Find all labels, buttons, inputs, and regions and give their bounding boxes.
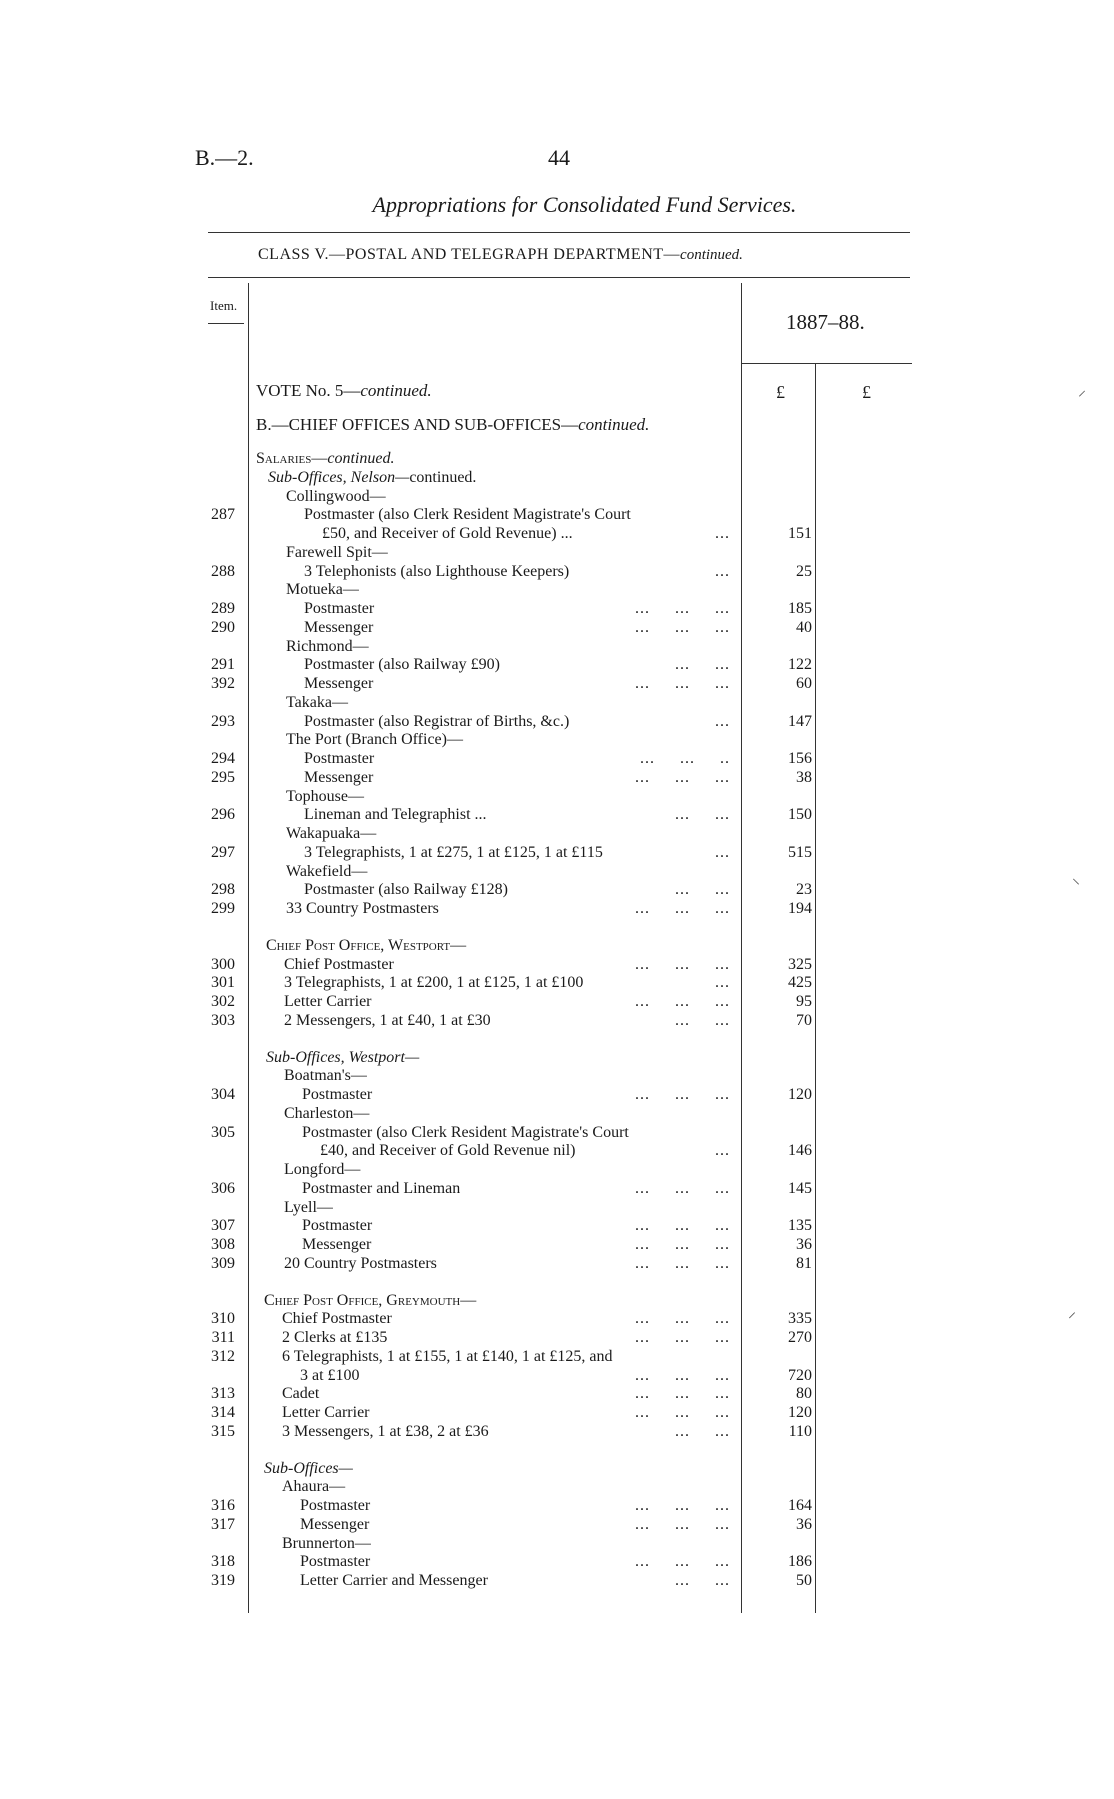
amount-value: 145 — [788, 1179, 812, 1197]
table-row — [0, 863, 1114, 881]
subsection-heading-text: Chief Post Office, Greymouth— — [264, 1291, 477, 1309]
item-number: 293 — [211, 712, 235, 730]
entry-description — [304, 769, 373, 787]
leader-dots: ... ... ... — [635, 1217, 730, 1235]
office-name-text: Charleston— — [284, 1104, 370, 1122]
leader-dots: ... ... .. — [640, 750, 730, 767]
entry-description — [302, 1217, 372, 1235]
entry-description — [304, 506, 631, 524]
item-number: 315 — [211, 1422, 235, 1440]
leader-dots: ... ... ... — [635, 675, 730, 692]
entry-description — [302, 1086, 372, 1104]
leader-dots: ... ... — [675, 656, 730, 674]
office-name-text: Takaka— — [286, 693, 348, 711]
entry-description — [284, 1255, 437, 1273]
entry-description-text: 6 Telegraphists, 1 at £155, 1 at £140, 1 at £125, and — [282, 1347, 613, 1365]
subsection-heading — [256, 450, 394, 468]
amount-value: 50 — [796, 1572, 812, 1589]
page-number: 44 — [548, 145, 570, 170]
table-row-item-301 — [0, 974, 1114, 992]
item-number: 294 — [211, 750, 235, 767]
table-row-item-304 — [0, 1086, 1114, 1104]
item-number: 289 — [211, 600, 235, 617]
leader-dots: ... ... ... — [635, 1179, 730, 1197]
entry-description — [282, 1385, 319, 1403]
table-row-item-317 — [0, 1516, 1114, 1534]
table-row — [0, 488, 1114, 506]
table-row-item-288 — [0, 563, 1114, 581]
amount-value: 120 — [788, 1086, 812, 1103]
table-row-item-315 — [0, 1423, 1114, 1441]
office-name-text: Brunnerton— — [282, 1534, 371, 1552]
table-row — [0, 638, 1114, 656]
entry-description — [302, 1180, 460, 1198]
item-number: 307 — [211, 1217, 235, 1235]
office-name-text: Tophouse— — [286, 787, 364, 805]
table-row — [0, 1367, 1114, 1385]
office-name-text: Longford— — [284, 1161, 361, 1178]
amount-value: 122 — [788, 656, 812, 674]
amount-value: 156 — [788, 750, 812, 767]
table-row-item-307 — [0, 1217, 1114, 1235]
section-heading-suffix: continued. — [360, 381, 432, 400]
leader-dots: ... ... ... — [635, 1236, 730, 1253]
table-row — [0, 450, 1114, 468]
amount-value: 60 — [796, 675, 812, 692]
office-name — [286, 694, 348, 712]
table-row — [0, 382, 1114, 400]
class-heading-text: CLASS V.—POSTAL AND TELEGRAPH DEPARTMENT— — [258, 246, 681, 263]
sub-offices-heading-text: Sub-Offices, Westport— — [266, 1048, 420, 1066]
table-row-item-300 — [0, 956, 1114, 974]
subsection-heading — [264, 1292, 476, 1310]
entry-description-text: Postmaster — [300, 1497, 371, 1514]
leader-dots: ... ... ... — [635, 1404, 730, 1421]
table-row-item-309 — [0, 1255, 1114, 1273]
office-name-text: Ahaura— — [282, 1478, 346, 1496]
margin-mark: ⸍ — [1078, 389, 1087, 406]
entry-description-text: Postmaster (also Registrar of Births, &c.) — [304, 712, 570, 730]
amount-value: 23 — [796, 881, 812, 899]
office-name-text: Wakapuaka— — [286, 825, 377, 842]
item-number: 317 — [211, 1515, 235, 1533]
item-number: 303 — [211, 1011, 235, 1029]
leader-dots: ... ... — [675, 1011, 730, 1029]
amount-value: 25 — [796, 562, 812, 580]
table-row-item-298 — [0, 881, 1114, 899]
section-heading — [256, 416, 649, 434]
amount-value: 186 — [788, 1553, 812, 1571]
entry-description-text: Postmaster — [302, 1217, 373, 1235]
table-row — [0, 1199, 1114, 1217]
amount-value: 120 — [788, 1404, 812, 1421]
entry-description-text: 3 Messengers, 1 at £38, 2 at £36 — [282, 1422, 489, 1440]
table-row — [0, 416, 1114, 434]
table-row — [0, 1105, 1114, 1123]
table-row-item-305 — [0, 1124, 1114, 1142]
entry-description — [286, 900, 439, 918]
table-row-item-306 — [0, 1180, 1114, 1198]
entry-description-text: Letter Carrier — [284, 993, 372, 1010]
item-number: 300 — [211, 955, 235, 973]
table-row — [0, 1460, 1114, 1478]
amount-value: 425 — [788, 974, 812, 992]
margin-mark: ⸝ — [1068, 1304, 1077, 1321]
subsection-heading-text: Salaries— — [256, 450, 328, 467]
entry-description-text: Cadet — [282, 1385, 320, 1403]
item-number: 288 — [211, 562, 235, 580]
column-header-item: Item. — [210, 298, 238, 313]
table-row — [0, 1142, 1114, 1160]
item-number: 312 — [211, 1347, 235, 1365]
amount-value: 81 — [796, 1254, 812, 1272]
table-row-item-302 — [0, 993, 1114, 1011]
entry-description — [282, 1329, 387, 1347]
leader-dots: ... ... ... — [635, 900, 730, 917]
amount-value: 36 — [796, 1236, 812, 1253]
table-row-item-392 — [0, 675, 1114, 693]
entry-description-text: Messenger — [302, 1236, 372, 1253]
table-row-item-291 — [0, 656, 1114, 674]
leader-dots: ... ... ... — [635, 1310, 730, 1328]
amount-value: 146 — [788, 1142, 812, 1160]
amount-value: 270 — [788, 1329, 812, 1346]
entry-description — [284, 956, 394, 974]
entry-description-text: Messenger — [300, 1515, 370, 1533]
office-name — [286, 825, 376, 843]
item-number: 310 — [211, 1310, 235, 1328]
amount-value: 110 — [788, 1422, 812, 1440]
leader-dots: ... ... ... — [635, 1086, 730, 1103]
amount-value: 147 — [788, 712, 812, 730]
leader-dots: ... — [715, 974, 730, 992]
amount-value: 720 — [788, 1366, 812, 1384]
entry-description-text: 2 Messengers, 1 at £40, 1 at £30 — [284, 1011, 491, 1029]
item-number: 309 — [211, 1254, 235, 1272]
table-row-item-311 — [0, 1329, 1114, 1347]
table-row-item-318 — [0, 1553, 1114, 1571]
amount-value: 194 — [788, 900, 812, 917]
amount-value: 80 — [796, 1385, 812, 1403]
amount-value: 70 — [796, 1011, 812, 1029]
item-number: 318 — [211, 1553, 235, 1571]
entry-description — [304, 713, 569, 731]
item-number: 308 — [211, 1236, 235, 1253]
amount-value: 36 — [796, 1515, 812, 1533]
leader-dots: ... ... ... — [635, 1553, 730, 1571]
office-name-text: Farewell Spit— — [286, 543, 388, 561]
table-row-item-295 — [0, 769, 1114, 787]
entry-description-text: Postmaster and Lineman — [302, 1179, 461, 1197]
entry-description-text: Postmaster — [302, 1086, 373, 1103]
entry-description — [300, 1367, 360, 1385]
leader-dots: ... ... ... — [635, 1497, 730, 1514]
item-number: 311 — [211, 1329, 235, 1346]
item-number: 316 — [211, 1497, 235, 1514]
entry-description — [302, 1236, 371, 1254]
amount-value: 150 — [788, 806, 812, 824]
amount-value: 38 — [796, 768, 812, 786]
margin-mark: ⸌ — [1072, 877, 1081, 894]
item-number: 295 — [211, 768, 235, 786]
entry-description — [300, 1497, 370, 1515]
office-name-text: Richmond— — [286, 637, 369, 655]
entry-description-text: Postmaster — [304, 600, 375, 617]
item-number: 297 — [211, 843, 235, 861]
leader-dots: ... ... — [675, 806, 730, 824]
entry-description-text: Postmaster (also Railway £90) — [304, 656, 500, 674]
section-heading-suffix: continued. — [578, 415, 650, 434]
pound-sign-col1: £ — [776, 382, 785, 402]
entry-description-text: Letter Carrier and Messenger — [300, 1572, 488, 1589]
entry-description-text: Lineman and Telegraphist ... — [304, 806, 487, 824]
sub-offices-heading — [266, 1049, 419, 1067]
table-row-item-308 — [0, 1236, 1114, 1254]
section-heading-text: B.—CHIEF OFFICES AND SUB-OFFICES— — [256, 415, 579, 434]
leader-dots: ... ... ... — [635, 768, 730, 786]
item-number: 306 — [211, 1179, 235, 1197]
entry-description-text: Messenger — [304, 675, 374, 692]
entry-description — [304, 600, 374, 618]
amount-value: 515 — [788, 843, 812, 861]
item-number: 304 — [211, 1086, 235, 1103]
office-name — [284, 1067, 367, 1085]
entry-description-text: 3 Telegraphists, 1 at £200, 1 at £125, 1 at £100 — [284, 974, 584, 992]
table-row — [0, 825, 1114, 843]
office-name-text: Collingwood— — [286, 487, 386, 505]
document-reference: B.—2. — [195, 145, 254, 170]
amount-value: 40 — [796, 618, 812, 636]
entry-description — [282, 1423, 489, 1441]
amount-value: 325 — [788, 955, 812, 973]
leader-dots: ... ... — [675, 881, 730, 899]
leader-dots: ... ... ... — [635, 1366, 730, 1384]
entry-description-text: 3 at £100 — [300, 1366, 360, 1384]
leader-dots: ... — [715, 525, 730, 542]
leader-dots: ... ... ... — [635, 993, 730, 1010]
entry-description — [282, 1310, 392, 1328]
entry-description — [284, 1012, 491, 1030]
leader-dots: ... ... — [675, 1422, 730, 1440]
entry-description-text: Messenger — [304, 618, 374, 636]
entry-description — [304, 844, 603, 862]
leader-dots: ... ... ... — [635, 955, 730, 973]
entry-description-text: Letter Carrier — [282, 1404, 370, 1421]
entry-description — [304, 656, 500, 674]
table-row-item-303 — [0, 1012, 1114, 1030]
entry-description — [300, 1572, 488, 1590]
entry-description — [304, 750, 374, 768]
entry-description — [300, 1516, 369, 1534]
table-row — [0, 1292, 1114, 1310]
sub-offices-heading — [268, 469, 476, 487]
item-number: 301 — [211, 974, 235, 992]
table-row — [0, 694, 1114, 712]
entry-description-text: Postmaster (also Clerk Resident Magistrate's Court — [304, 506, 631, 524]
leader-dots: ... — [715, 1142, 730, 1160]
table-row-item-316 — [0, 1497, 1114, 1515]
leader-dots: ... ... ... — [635, 1385, 730, 1403]
office-name — [284, 1161, 360, 1179]
entry-description — [300, 1553, 370, 1571]
table-row-item-290 — [0, 619, 1114, 637]
table-row-item-299 — [0, 900, 1114, 918]
leader-dots: ... ... — [675, 1572, 730, 1589]
entry-description — [284, 993, 372, 1011]
entry-description-text: Postmaster (also Railway £128) — [304, 881, 508, 899]
item-number: 296 — [211, 806, 235, 824]
entry-description — [304, 675, 373, 693]
entry-description — [304, 563, 569, 581]
leader-dots: ... ... ... — [635, 1515, 730, 1533]
table-row — [0, 525, 1114, 543]
item-number: 314 — [211, 1404, 235, 1421]
leader-dots: ... ... ... — [635, 1329, 730, 1346]
entry-description-text: Postmaster — [300, 1553, 371, 1571]
table-row — [0, 1049, 1114, 1067]
table-row — [0, 469, 1114, 487]
table-row — [0, 731, 1114, 749]
item-number: 298 — [211, 881, 235, 899]
item-number: 291 — [211, 656, 235, 674]
office-name — [286, 581, 359, 599]
section-heading-text: VOTE No. 5— — [256, 381, 361, 400]
sub-offices-heading-text: Sub-Offices, Nelson— — [268, 468, 410, 486]
office-name-text: Boatman's— — [284, 1067, 367, 1085]
entry-description-text: 3 Telephonists (also Lighthouse Keepers) — [304, 562, 570, 580]
amount-value: 151 — [788, 525, 812, 542]
entry-description-text: £40, and Receiver of Gold Revenue nil) — [320, 1142, 576, 1160]
entry-description — [304, 619, 373, 637]
sub-offices-heading-tail: continued. — [409, 468, 477, 486]
table-row-item-314 — [0, 1404, 1114, 1422]
item-number: 392 — [211, 675, 235, 692]
entry-description-text: Chief Postmaster — [284, 955, 394, 973]
item-number: 302 — [211, 993, 235, 1010]
entry-description-text: 20 Country Postmasters — [284, 1254, 437, 1272]
table-row — [0, 1478, 1114, 1496]
amount-value: 335 — [788, 1310, 812, 1328]
table-row — [0, 1161, 1114, 1179]
column-header-year: 1887–88. — [786, 310, 865, 334]
table-row-item-296 — [0, 806, 1114, 824]
table-row-item-310 — [0, 1310, 1114, 1328]
table-row — [0, 788, 1114, 806]
office-name — [282, 1478, 345, 1496]
table-row-item-319 — [0, 1572, 1114, 1590]
office-name — [284, 1105, 369, 1123]
office-name — [282, 1535, 371, 1553]
item-number: 313 — [211, 1385, 235, 1403]
office-name — [286, 788, 364, 806]
entry-description — [302, 1124, 629, 1142]
entry-description-text: Postmaster — [304, 750, 375, 767]
amount-value: 164 — [788, 1497, 812, 1514]
office-name-text: Lyell— — [284, 1198, 333, 1216]
pound-sign-col2: £ — [862, 382, 871, 402]
page-title-text: Appropriations for Consolidated Fund Services. — [372, 192, 797, 217]
subsection-heading — [266, 937, 466, 955]
table-row-item-293 — [0, 713, 1114, 731]
table-row-item-294 — [0, 750, 1114, 768]
class-heading-suffix: continued. — [680, 247, 743, 263]
table-row — [0, 544, 1114, 562]
subsection-heading-suffix: continued. — [327, 450, 395, 467]
item-number: 287 — [211, 506, 235, 524]
leader-dots: ... ... ... — [635, 1254, 730, 1272]
table-row-item-289 — [0, 600, 1114, 618]
entry-description-text: 3 Telegraphists, 1 at £275, 1 at £125, 1 at £115 — [304, 843, 603, 861]
office-name-text: Wakefield— — [286, 862, 368, 880]
item-number: 319 — [211, 1572, 235, 1589]
entry-description — [304, 806, 487, 824]
office-name — [284, 1199, 333, 1217]
office-name — [286, 863, 367, 881]
leader-dots: ... ... ... — [635, 600, 730, 617]
entry-description-text: Postmaster (also Clerk Resident Magistrate's Court — [302, 1123, 629, 1141]
entry-description-text: 33 Country Postmasters — [286, 900, 439, 917]
section-heading — [256, 382, 432, 400]
item-number: 305 — [211, 1123, 235, 1141]
leader-dots: ... — [715, 712, 730, 730]
amount-value: 95 — [796, 993, 812, 1010]
table-row-item-313 — [0, 1385, 1114, 1403]
entry-description — [320, 1142, 575, 1160]
office-name — [286, 544, 388, 562]
entry-description — [304, 881, 508, 899]
office-name-text: Motueka— — [286, 581, 359, 599]
entry-description-text: Messenger — [304, 768, 374, 786]
table-row-item-312 — [0, 1348, 1114, 1366]
entry-description — [322, 525, 573, 543]
office-name-text: The Port (Branch Office)— — [286, 731, 463, 749]
table-row — [0, 1067, 1114, 1085]
leader-dots: ... — [715, 562, 730, 580]
entry-description — [282, 1348, 613, 1366]
item-number: 290 — [211, 618, 235, 636]
office-name — [286, 731, 463, 749]
table-row-item-297 — [0, 844, 1114, 862]
item-number: 299 — [211, 900, 235, 917]
amount-value: 185 — [788, 600, 812, 617]
entry-description — [284, 974, 583, 992]
entry-description — [282, 1404, 370, 1422]
leader-dots: ... ... ... — [635, 618, 730, 636]
entry-description-text: £50, and Receiver of Gold Revenue) ... — [322, 525, 573, 542]
amount-value: 135 — [788, 1217, 812, 1235]
table-row-item-287 — [0, 506, 1114, 524]
sub-offices-heading — [264, 1460, 353, 1478]
sub-offices-heading-text: Sub-Offices— — [264, 1459, 353, 1477]
subsection-heading-text: Chief Post Office, Westport— — [266, 936, 467, 954]
office-name — [286, 638, 369, 656]
leader-dots: ... — [715, 843, 730, 861]
entry-description-text: 2 Clerks at £135 — [282, 1329, 388, 1346]
table-row — [0, 1535, 1114, 1553]
entry-description-text: Chief Postmaster — [282, 1310, 392, 1328]
table-row — [0, 581, 1114, 599]
office-name — [286, 488, 386, 506]
table-row — [0, 937, 1114, 955]
